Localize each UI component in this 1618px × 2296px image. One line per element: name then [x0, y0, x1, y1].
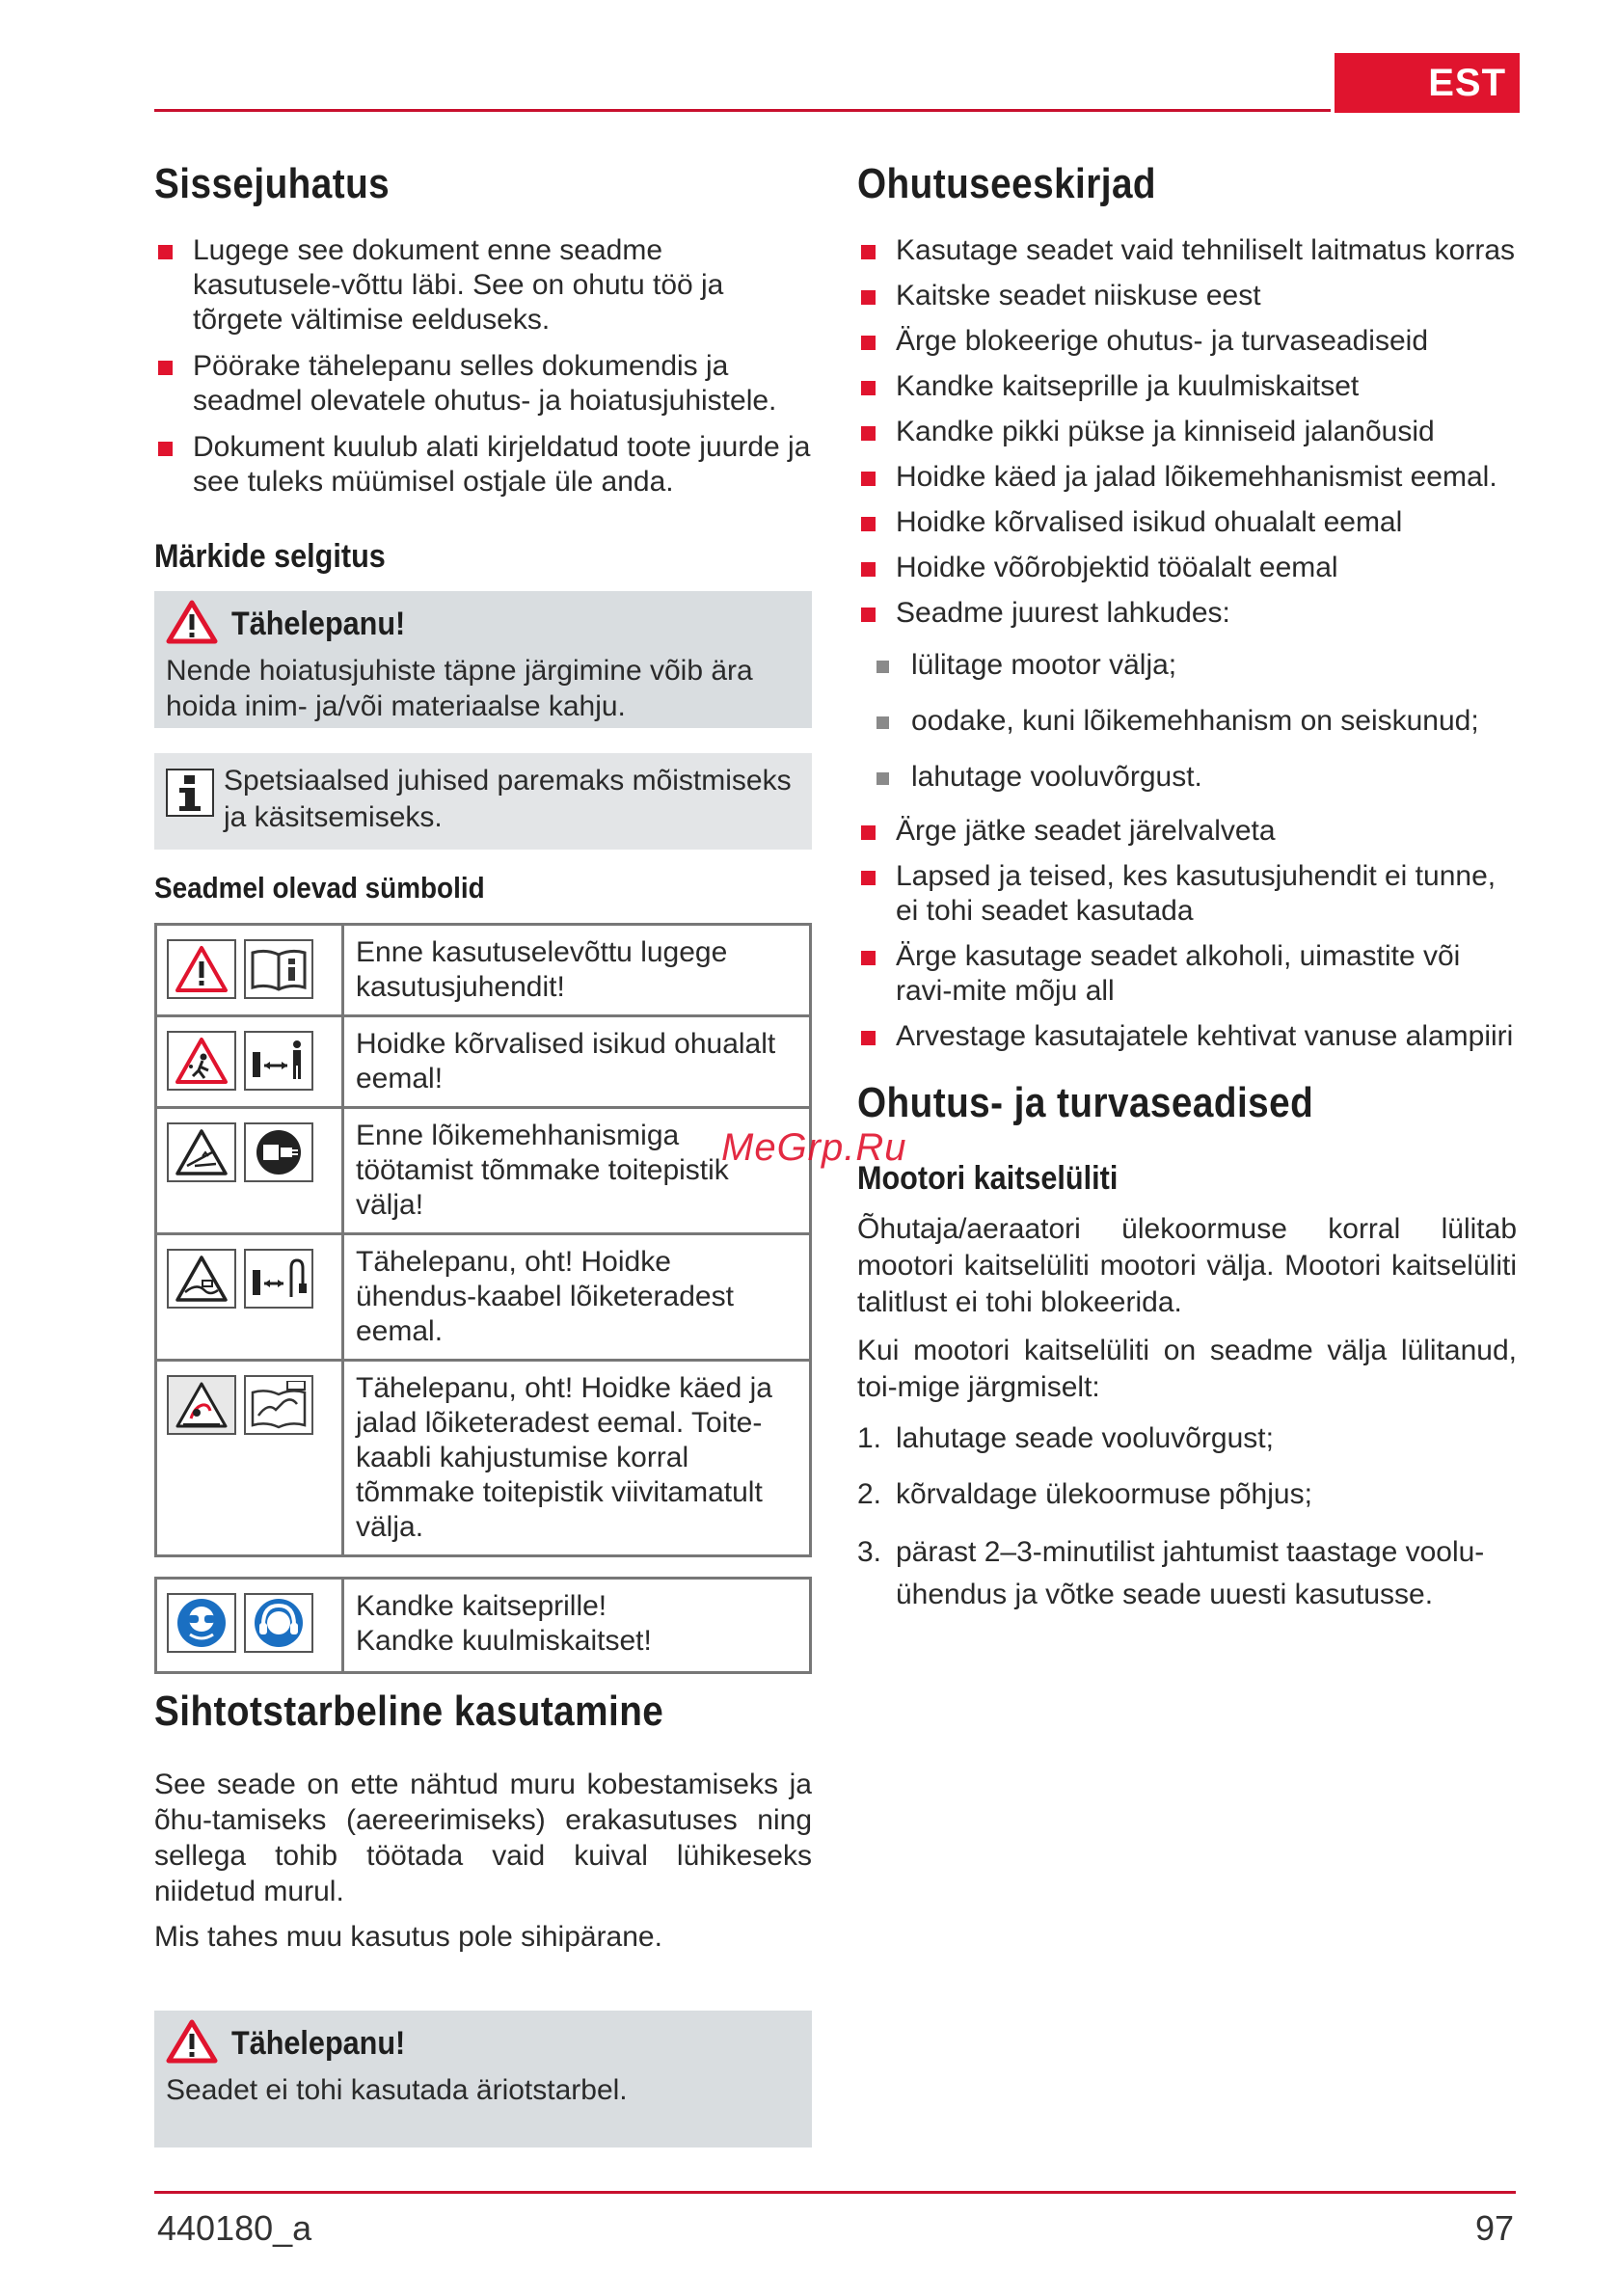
intended-use-text: See seade on ette nähtud muru kobestamiseks ja õhu-tamiseks (aereerimiseks) erakasutuses ning sellega tohib töötada vaid kuival lühikeseks niidetud murul.: [154, 1769, 812, 1907]
symbol-desc: Tähelepanu, oht! Hoidke ühendus-kaabel lõiketeradest eemal.: [343, 1234, 811, 1361]
list-item: Hoidke kõrvalised isikud ohualalt eemal: [857, 505, 1517, 540]
devices-text: Õhutaja/aeraatori ülekoormuse korral lülitab mootori kaitselüliti mootori välja. Mootori kaitselüliti talitlust ei tohi blokeerida.: [857, 1213, 1517, 1318]
list-item: Dokument kuulub alati kirjeldatud toote juurde ja see tuleks müümisel ostjale üle anda.: [154, 430, 812, 500]
distance-icon: [244, 1031, 313, 1091]
list-item: Kandke pikki pükse ja kinniseid jalanõusid: [857, 415, 1517, 449]
cable-distance-icon: [244, 1249, 313, 1309]
symbol-desc: Tähelepanu, oht! Hoidke käed ja jalad lõiketeradest eemal. Toite-kaabli kahjustumise korral tõmmake toitepistik viivitamatult välja.: [343, 1361, 811, 1556]
ppe-line-ear: Kandke kuulmiskaitset!: [356, 1625, 652, 1657]
footer-rule: [154, 2191, 1516, 2194]
warning-title: Tähelepanu!: [231, 2024, 406, 2062]
list-item: 3. pärast 2–3-minutilist jahtumist taastage voolu-ühendus ja võtke seade uuesti kasutusse.: [857, 1536, 1485, 1610]
language-tab: EST: [1335, 53, 1520, 113]
list-item: Hoidke võõrobjektid tööalalt eemal: [857, 551, 1517, 585]
blade-warning-icon: [167, 1122, 236, 1182]
warning-icon: [167, 939, 236, 999]
thrown-objects-icon: [167, 1031, 236, 1091]
left-column: [154, 154, 812, 2147]
symbol-desc: [343, 1579, 811, 1673]
symbol-desc: Hoidke kõrvalised isikud ohualalt eemal!: [343, 1016, 811, 1108]
ppe-table: [154, 1577, 812, 1674]
warning-text: Seadet ei tohi kasutada äriotstarbel.: [166, 2074, 628, 2106]
intro-title: Sissejuhatus: [154, 160, 391, 207]
list-item: Lugege see dokument enne seadme kasutusele-võttu läbi. See on ohutu töö ja tõrgete vältimise eelduseks.: [154, 233, 812, 338]
list-item: Arvestage kasutajatele kehtivat vanuse alampiiri: [857, 1019, 1517, 1054]
document-id: 440180_a: [157, 2208, 312, 2248]
page-number: 97: [1474, 2208, 1514, 2248]
safety-list-continued: [857, 814, 1517, 1054]
list-item: Ärge jätke seadet järelvalveta: [857, 814, 1517, 849]
warning-title: Tähelepanu!: [231, 605, 406, 642]
header-rule: [154, 109, 1331, 112]
list-item: Ärge blokeerige ohutus- ja turvaseadiseid: [857, 324, 1517, 359]
devices-instructions: Kui mootori kaitselüliti on seadme välja lülitanud, toi-mige järgmiselt:: [857, 1335, 1517, 1403]
list-item: Seadme juurest lahkudes:: [857, 596, 1517, 631]
marks-title: Märkide selgitus: [154, 538, 386, 575]
list-item: 1. lahutage seade vooluvõrgust;: [857, 1422, 1274, 1454]
table-row: [156, 1234, 811, 1361]
devices-subtitle: Mootori kaitselüliti: [857, 1160, 1119, 1197]
list-item: Pöörake tähelepanu selles dokumendis ja seadmel olevatele ohutus- ja hoiatusjuhistele.: [154, 349, 812, 419]
cable-warning-icon: [167, 1249, 236, 1309]
warning-box: [154, 591, 812, 728]
list-item: Ärge kasutage seadet alkoholi, uimastite või ravi-mite mõju all: [857, 939, 1517, 1009]
warning-text: Nende hoiatusjuhiste täpne järgimine võib ära hoida inim- ja/või materiaalse kahju.: [166, 655, 753, 722]
list-item: Lapsed ja teised, kes kasutusjuhendit ei tunne, ei tohi seadet kasutada: [857, 859, 1517, 929]
list-item: Hoidke käed ja jalad lõikemehhanismist eemal.: [857, 460, 1517, 495]
warning-icon: [166, 2019, 218, 2068]
info-text: Spetsiaalsed juhised paremaks mõistmiseks ja käsitsemiseks.: [224, 765, 792, 833]
ear-protection-icon: [244, 1593, 313, 1653]
ppe-line-goggles: Kandke kaitseprille!: [356, 1590, 607, 1622]
manual-icon: [244, 939, 313, 999]
table-row: [156, 1579, 811, 1673]
damaged-cable-icon: [244, 1375, 313, 1435]
list-item: lahutage vooluvõrgust.: [857, 760, 1517, 795]
watermark-text: MeGrp.Ru: [721, 1126, 907, 1169]
list-item: Kaitske seadet niiskuse eest: [857, 279, 1517, 313]
goggles-icon: [167, 1593, 236, 1653]
info-box: [154, 753, 812, 850]
safety-sublist: [857, 648, 1517, 795]
symbols-table: [154, 923, 812, 1557]
table-row: [156, 1361, 811, 1556]
warning-icon: [166, 600, 218, 649]
devices-title: Ohutus- ja turvaseadised: [857, 1079, 1314, 1126]
info-icon: [166, 769, 214, 817]
devices-steps: [857, 1419, 1517, 1616]
list-item: lülitage mootor välja;: [857, 648, 1517, 683]
list-item: Kasutage seadet vaid tehniliselt laitmatus korras: [857, 233, 1517, 268]
table-row: [156, 925, 811, 1016]
symbol-desc: Enne lõikemehhanismiga töötamist tõmmake toitepistik välja!: [343, 1108, 811, 1234]
warning-box: [154, 2011, 812, 2147]
symbol-desc: Enne kasutuselevõttu lugege kasutusjuhendit!: [343, 925, 811, 1016]
intended-use-title: Sihtotstarbeline kasutamine: [154, 1688, 664, 1735]
list-item: oodake, kuni lõikemehhanism on seiskunud;: [857, 704, 1517, 739]
intro-list: [154, 233, 812, 500]
list-item: 2. kõrvaldage ülekoormuse põhjus;: [857, 1478, 1312, 1510]
safety-title: Ohutuseeskirjad: [857, 160, 1157, 207]
table-row: [156, 1108, 811, 1234]
unplug-icon: [244, 1122, 313, 1182]
safety-list: [857, 233, 1517, 631]
intended-use-note: Mis tahes muu kasutus pole sihipärane.: [154, 1921, 662, 1953]
symbols-title: Seadmel olevad sümbolid: [154, 871, 485, 905]
hand-foot-warning-icon: [167, 1375, 236, 1435]
list-item: Kandke kaitseprille ja kuulmiskaitset: [857, 369, 1517, 404]
table-row: [156, 1016, 811, 1108]
right-column: [857, 154, 1517, 1616]
